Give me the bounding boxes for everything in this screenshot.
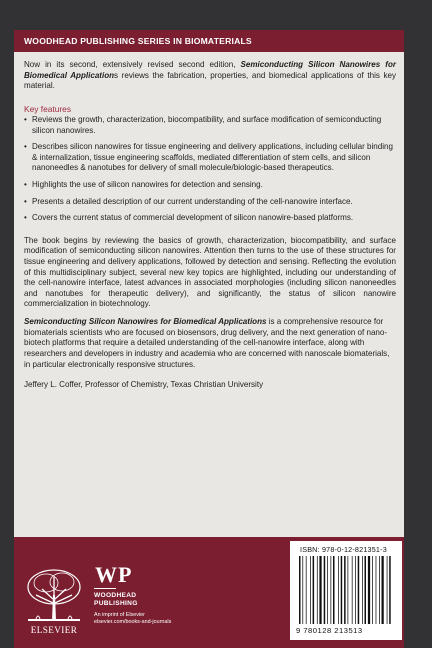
- key-features-heading: Key features: [24, 103, 72, 114]
- feature-text: Covers the current status of commercial development of silicon nanowire-based platforms.: [32, 213, 354, 223]
- author-line: Jeffery L. Coffer, Professor of Chemistry, Texas Christian University: [24, 380, 264, 390]
- isbn-label: ISBN: 978-0-12-821351-3: [300, 545, 387, 554]
- audience-book-title: Semiconducting Silicon Nanowires for Biomedical Applications: [24, 317, 267, 327]
- logo-divider: [94, 588, 116, 589]
- feature-text: Describes silicon nanowires for tissue engineering and delivery applications, including cellular binding & internalization, tissue engineering scaffolds, mediated differentiation of stem cells, and silicon nanoneedles & nanotubes for delivery of small molecule/biologic-based therapeutics.: [32, 142, 393, 173]
- barcode-digits: 9 780128 213513: [296, 626, 363, 635]
- barcode-image: [298, 556, 394, 624]
- intro-lead: Now in its second, extensively revised second edition,: [24, 60, 241, 69]
- intro-tail: s reviews the fabrication, properties, and biomedical applications of this key material.: [24, 70, 396, 91]
- series-title: WOODHEAD PUBLISHING SERIES IN BIOMATERIALS: [24, 36, 252, 46]
- feature-item: [24, 115, 396, 136]
- feature-item: [24, 180, 396, 191]
- elsevier-wordmark: ELSEVIER: [30, 625, 78, 635]
- bullet-icon: •: [24, 196, 27, 206]
- feature-item: [24, 197, 396, 208]
- feature-text: Presents a detailed description of our current understanding of the cell-nanowire interface.: [32, 196, 353, 206]
- intro-paragraph: [24, 60, 396, 92]
- feature-item: [24, 213, 396, 224]
- publisher-name-line1: WOODHEAD: [94, 592, 137, 599]
- intro-book-title: Semiconducting Silicon Nanowires for Biomedical Application: [24, 60, 396, 80]
- publisher-name-line2: PUBLISHING: [94, 600, 138, 607]
- woodhead-logo-mark: WP: [95, 562, 133, 587]
- publisher-url: elsevier.com/books-and-journals: [94, 619, 172, 625]
- feature-item: [24, 142, 396, 174]
- key-features-list: [24, 115, 396, 224]
- bullet-icon: •: [24, 114, 27, 124]
- audience-paragraph: [24, 317, 396, 370]
- feature-text: Highlights the use of silicon nanowires for detection and sensing.: [32, 179, 263, 189]
- bullet-icon: •: [24, 142, 27, 152]
- elsevier-tree-logo: [22, 565, 86, 625]
- summary-paragraph: The book begins by reviewing the basics of growth, characterization, biocompatibility, and surface modification of semiconducting silicon nanowires. Attention then turns to the use of these structures for tissue engineering and delivery applications, followed by detection and sensing. Reflecting the evolution of this multidisciplinary subject, several new key topics are highlighted, including our understanding of the cell-nanowire interface, latest advances in associated morphologies (including silicon nanoneedles and nanotubes for therapeutic delivery), and significantly, the status of silicon nanowire commercialization in biotechnology.: [24, 235, 396, 309]
- description-text: [24, 60, 396, 391]
- imprint-note: An imprint of Elsevier: [94, 612, 145, 618]
- audience-text: is a comprehensive resource for biomaterials scientists who are focused on biosensors, drug delivery, and the next generation of nano-biotech platforms that require a detailed understanding of the cell-nanowire interface, along with researchers and developers in industry and academia who are concerned with nanoscale biomaterials, in particular electronically responsive structures.: [24, 317, 390, 369]
- bullet-icon: •: [24, 213, 27, 223]
- feature-text: Reviews the growth, characterization, biocompatibility, and surface modification of semiconducting silicon nanowires.: [32, 114, 382, 135]
- bullet-icon: •: [24, 179, 27, 189]
